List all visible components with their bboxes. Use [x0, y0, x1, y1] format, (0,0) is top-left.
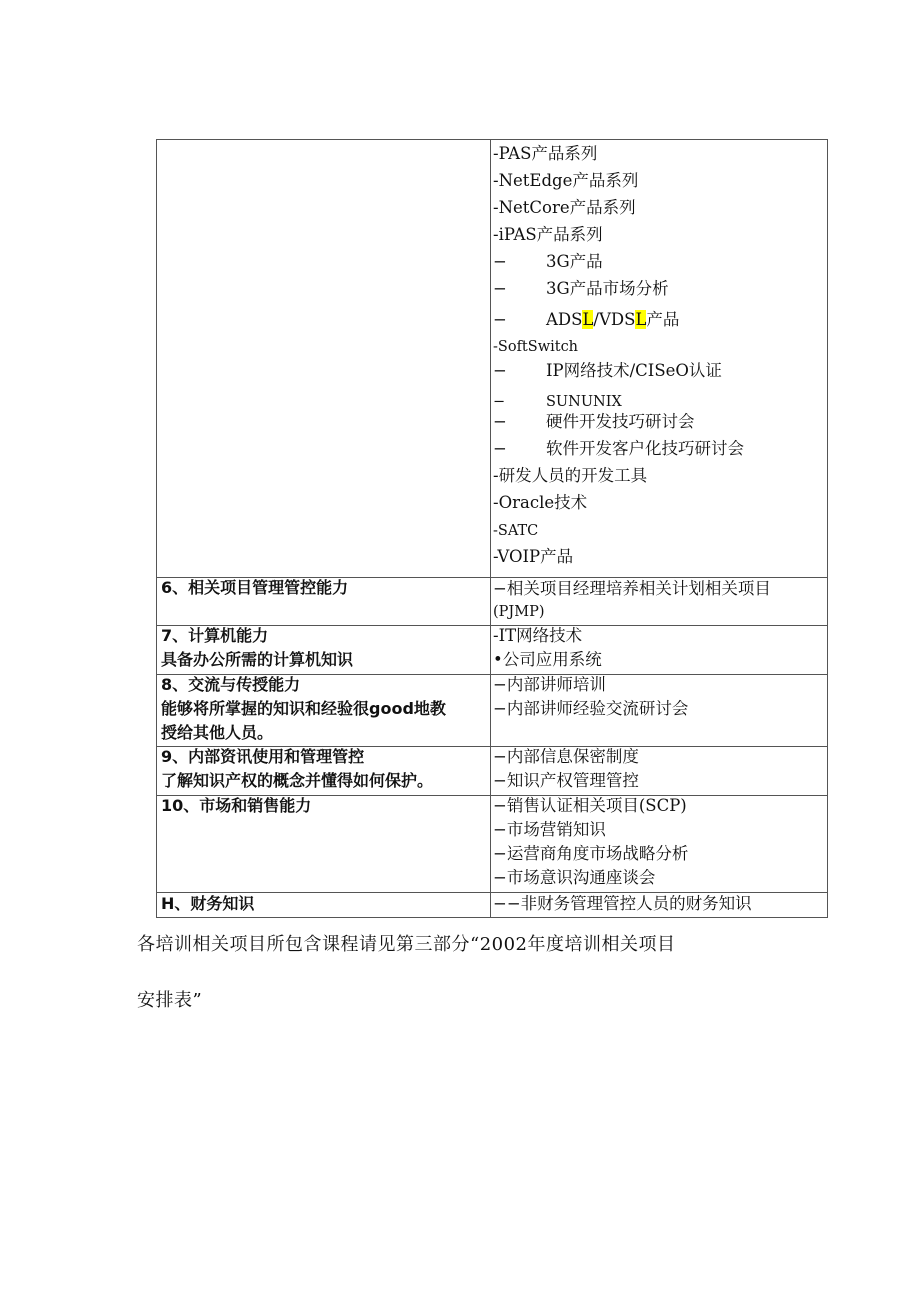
table-row-finance — [157, 892, 827, 917]
column-divider — [490, 674, 491, 746]
training-table — [156, 139, 828, 918]
column-divider — [490, 140, 491, 577]
list-item: -IT网络技术 — [493, 626, 583, 645]
table-row-information — [157, 746, 827, 796]
list-item-label: SUNUNIX — [546, 394, 622, 410]
text-fragment: ADS — [546, 310, 583, 329]
competency-cell — [161, 674, 487, 746]
competency-title: 10、市场和销售能力 — [161, 796, 312, 815]
list-item-label: IP网络技术/CISeO认证 — [546, 361, 722, 380]
list-item: −市场意识沟通座谈会 — [493, 868, 656, 887]
competency-cell — [161, 746, 487, 795]
course-cell — [493, 674, 823, 746]
column-divider — [490, 746, 491, 795]
list-item: −知识产权管理管控 — [493, 771, 639, 790]
competency-title: 6、相关项目管理管控能力 — [161, 578, 349, 597]
list-item: -VOIP产品 — [493, 547, 574, 566]
column-divider — [490, 795, 491, 892]
dash-marker: − — [493, 279, 507, 298]
competency-cell — [161, 892, 487, 917]
list-item: −市场营销知识 — [493, 820, 606, 839]
list-item: −相关项目经理培养相关计划相关项目 — [493, 579, 771, 598]
list-item: −−非财务管理管控人员的财务知识 — [493, 894, 752, 913]
competency-title: 9、内部资讯使用和管理管控 — [161, 747, 365, 766]
list-item: −内部讲师经验交流研讨会 — [493, 699, 689, 718]
dash-marker: − — [493, 394, 506, 410]
list-item: −运营商角度市场战略分析 — [493, 844, 689, 863]
competency-cell — [161, 577, 487, 625]
table-row-computer — [157, 625, 827, 675]
competency-description: 了解知识产权的概念并懂得如何保护。 — [161, 771, 434, 790]
competency-title: H、财务知识 — [161, 894, 255, 913]
course-cell — [493, 625, 823, 674]
list-item: −内部信息保密制度 — [493, 747, 639, 766]
competency-description: 具备办公所需的计算机知识 — [161, 650, 354, 669]
table-row-communication — [157, 674, 827, 747]
list-item-label: 3G产品 — [546, 252, 603, 271]
list-item: •公司应用系统 — [493, 650, 602, 669]
highlighted-text: L — [635, 310, 647, 329]
competency-cell — [161, 625, 487, 674]
course-cell — [493, 746, 823, 795]
dash-marker: − — [493, 252, 507, 271]
course-cell — [493, 577, 823, 625]
paragraph-line: 各培训相关项目所包含课程请见第三部分“2002年度培训相关项目 — [137, 934, 676, 955]
list-item: -研发人员的开发工具 — [493, 466, 648, 485]
paragraph-line: 安排表” — [137, 990, 203, 1011]
list-item-label: 3G产品市场分析 — [546, 279, 669, 298]
list-item: −销售认证相关项目(SCP) — [493, 796, 687, 815]
course-cell — [493, 892, 823, 917]
highlighted-text: L — [582, 310, 594, 329]
table-row-marketing — [157, 795, 827, 893]
list-item: −内部讲师培训 — [493, 675, 606, 694]
list-item-label: 硬件开发技巧研讨会 — [546, 412, 695, 431]
dash-marker: − — [493, 361, 507, 380]
competency-cell — [161, 795, 487, 892]
list-item: (PJMP) — [493, 604, 545, 620]
text-fragment: /VDS — [593, 310, 636, 329]
list-item: -Oracle技术 — [493, 493, 588, 512]
column-divider — [490, 577, 491, 625]
competency-description: 能够将所掌握的知识和经验很good地教 — [161, 699, 446, 718]
list-item-label — [546, 309, 679, 331]
competency-title: 8、交流与传授能力 — [161, 675, 301, 694]
dash-marker: − — [493, 412, 507, 431]
list-item-label: 软件开发客户化技巧研讨会 — [546, 439, 744, 458]
list-item: -NetEdge产品系列 — [493, 171, 639, 190]
table-row-project-management — [157, 577, 827, 626]
dash-marker: − — [493, 439, 507, 458]
product-course-list — [493, 140, 823, 577]
list-item: -PAS产品系列 — [493, 144, 598, 163]
list-item: -iPAS产品系列 — [493, 225, 603, 244]
course-cell — [493, 795, 823, 892]
dash-marker: − — [493, 310, 507, 329]
table-row-products — [157, 140, 827, 578]
competency-title: 7、计算机能力 — [161, 626, 269, 645]
list-item: -SATC — [493, 523, 539, 539]
column-divider — [490, 625, 491, 674]
competency-description: 授给其他人员。 — [161, 723, 274, 742]
text-fragment: 产品 — [646, 310, 680, 329]
list-item: -SoftSwitch — [493, 339, 579, 355]
column-divider — [490, 892, 491, 917]
list-item: -NetCore产品系列 — [493, 198, 636, 217]
